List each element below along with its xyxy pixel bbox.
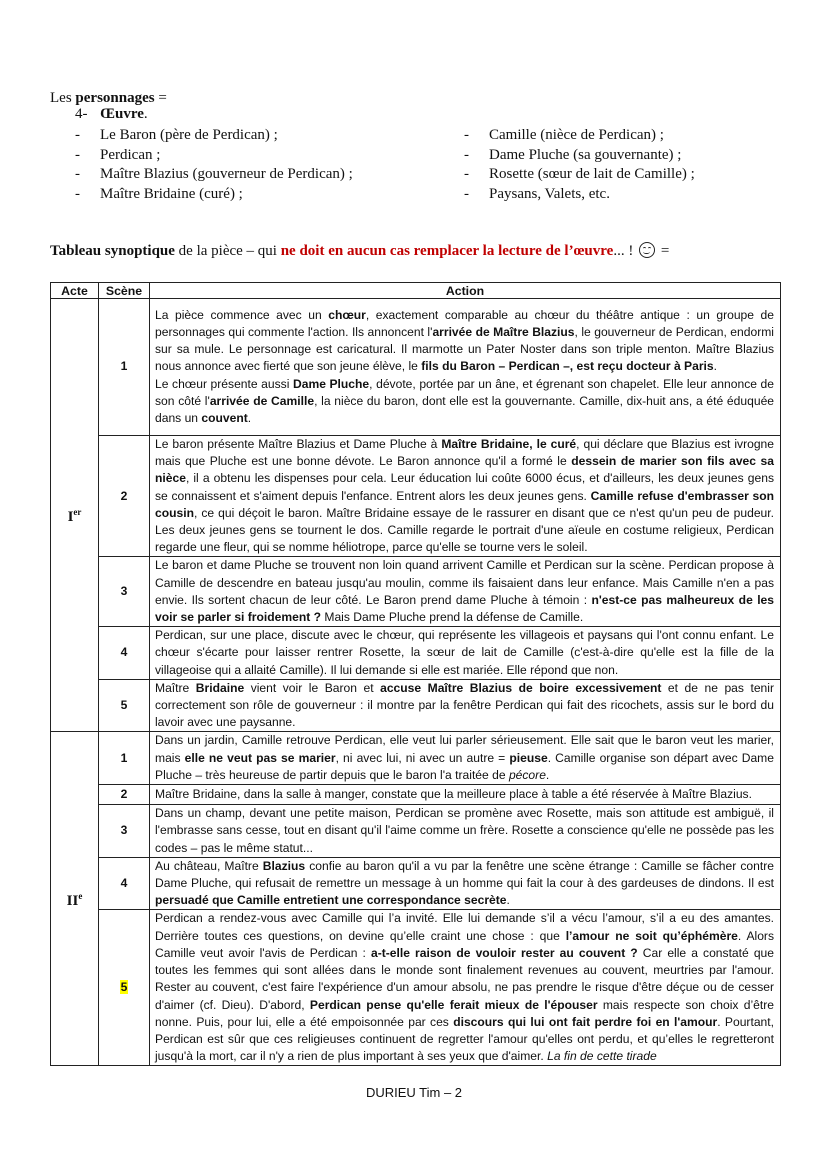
action-text-bold: n'est-ce pas malheureux de les voir se parler si froidement ? <box>155 592 775 625</box>
character-item <box>75 126 353 146</box>
bullet-dash: - <box>464 127 469 143</box>
scene-number: 5 <box>120 980 128 995</box>
table-row <box>51 299 781 436</box>
action-text: confie au baron qu'il a vu par la fenêtre une scène étrange : Camille se fâcher contre Dame Pluche, qui refusait de remettre un message à un homme qui fait la cour à des gardeuses de dindons. Il est <box>155 858 774 891</box>
action-cell <box>150 436 781 557</box>
characters-heading-prefix: Les <box>50 90 76 106</box>
action-text: , qui déclare que Blazius est ivrogne mais que Pluche est une bonne dévote. Le Baron annonce qu'il a formé le <box>155 437 774 469</box>
action-cell <box>150 627 781 680</box>
action-text-bold: discours qui lui ont fait perdre foi en l'amour <box>453 1014 718 1029</box>
table-header-row <box>51 283 781 299</box>
table-row <box>51 436 781 557</box>
characters-heading-suffix: = <box>154 90 167 106</box>
scene-number: 1 <box>120 750 128 765</box>
action-text: et de ne pas tenir correctement son rôle de gouverneur : il montre par la fenêtre Perdican qui fait des ricochets, assis sur le bord du lavoir avec une paysanne. <box>155 680 774 730</box>
action-text-bold: chœur <box>328 307 366 322</box>
section-title-suffix: . <box>143 106 148 122</box>
bullet-dash: - <box>75 166 80 182</box>
character-name: Camille (nièce de Perdican) ; <box>489 127 664 143</box>
action-text-bold: arrivée de Maître Blazius <box>432 324 575 339</box>
scene-cell <box>99 436 150 557</box>
section-title: Œuvre <box>100 106 144 122</box>
act-cell <box>51 299 99 732</box>
scene-cell <box>99 857 150 910</box>
action-text-bold: Blazius <box>262 858 306 873</box>
action-text: , ni avec lui, ni avec un autre = <box>335 750 510 765</box>
character-name: Paysans, Valets, etc. <box>489 185 610 202</box>
action-paragraph <box>155 910 774 1065</box>
action-text: . Alors Camille veut avoir l'avis de Perdican : <box>155 928 775 960</box>
table-row <box>51 679 781 732</box>
smiley-icon <box>639 242 655 258</box>
bullet-dash: - <box>75 185 80 202</box>
character-item <box>75 185 353 205</box>
action-cell <box>150 857 781 910</box>
synopsis-warning: ne doit en aucun cas remplacer la lecture de l’œuvre <box>280 243 614 259</box>
action-text: Au château, Maître <box>155 858 263 873</box>
act-ordinal: e <box>78 890 83 901</box>
action-text: , ce qui déçoit le baron. Maître Bridaine essaye de le rassurer en disant que ce n'est qu'un peu de pudeur. Les deux jeunes gens se tournent le dos. Camille regarde le portrait d'une aïeule en costume religieux, Perdican regarde une fleur, qui se nomme héliotrope, parce qu'elle se tourne vers le soleil. <box>155 505 774 555</box>
scene-cell <box>99 627 150 680</box>
header-scene: Scène <box>99 283 150 299</box>
scene-number: 4 <box>120 876 128 891</box>
act-label: I <box>67 509 74 526</box>
bullet-dash: - <box>464 146 469 163</box>
action-text: . <box>713 359 718 374</box>
action-text: . Pourtant, Perdican est sûr que ces religieuses continuent de regretter l'amour qu'elles ont perdu, et qu’elles le regretteront jusqu'à la mort, car il n'y a rien de plus important à ses yeux que d'aimer. <box>155 1014 774 1064</box>
action-paragraph <box>155 376 774 428</box>
action-text-bold: persuadé que Camille entretient une correspondance secrète <box>155 893 507 908</box>
table-row <box>51 557 781 627</box>
synopsis-intro-end: = <box>657 243 670 259</box>
character-item <box>464 185 695 205</box>
action-cell <box>150 299 781 436</box>
character-name: Perdican ; <box>100 146 161 163</box>
action-cell <box>150 557 781 627</box>
bullet-dash: - <box>75 146 80 163</box>
scene-cell <box>99 679 150 732</box>
scene-cell <box>99 299 150 436</box>
header-action: Action <box>150 283 781 299</box>
action-text: , le gouverneur de Perdican, endormi sur sa mule. Le personnage est caricatural. Il marmotte un Pater Noster dans son triple menton. Maître Blazius nous annonce avec fierté que son jeune élève, le <box>155 324 774 374</box>
action-text-bold: couvent <box>201 411 248 425</box>
action-text: . Camille organise son départ avec Dame Pluche – très heureuse de partir depuis que le baron l'a traitée de <box>155 750 774 782</box>
scene-number: 4 <box>120 645 128 660</box>
action-paragraph <box>155 557 774 626</box>
action-text: Le baron et dame Pluche se trouvent non loin quand arrivent Camille et Perdican sur la scène. Perdican propose à Camille de descendre en bateau jusqu'au moulin, comme ils faisaient dans leur enfance. Mais Camille n'en a pas envie. Ils sortent chacun de leur côté. Le Baron prend dame Pluche à témoin : <box>155 558 774 607</box>
action-text: La pièce commence avec un <box>155 307 329 322</box>
table-row <box>51 732 781 785</box>
synopsis-intro-after: ... ! <box>613 243 638 259</box>
scene-cell <box>99 557 150 627</box>
table-row <box>51 910 781 1066</box>
action-text: , dévote, portée par un âne, et égrenant son chapelet. Elle leur annonce de son côté l' <box>155 376 774 408</box>
action-text-bold: pieuse <box>509 750 548 765</box>
action-paragraph <box>155 436 774 556</box>
characters-list-left <box>75 126 353 204</box>
action-text: , exactement comparable au chœur du théâtre antique : un groupe de personnages qui commente l'action. Ils annoncent l' <box>155 307 775 339</box>
character-item <box>464 165 695 185</box>
table-row <box>51 805 781 858</box>
header-acte: Acte <box>51 283 99 299</box>
table-row <box>51 785 781 805</box>
characters-heading-bold: personnages <box>75 90 155 106</box>
section-number: 4- <box>75 106 88 122</box>
synopsis-intro-bold: Tableau synoptique <box>50 243 175 259</box>
action-text: . <box>545 767 550 782</box>
action-paragraph <box>155 858 774 910</box>
action-text: . <box>247 411 252 425</box>
bullet-dash: - <box>75 127 80 143</box>
action-text-bold: elle ne veut pas se marier <box>184 750 336 765</box>
character-item <box>75 146 353 166</box>
action-cell <box>150 910 781 1066</box>
action-text: Le chœur présente aussi <box>155 376 293 391</box>
scene-number: 3 <box>120 584 128 599</box>
bullet-dash: - <box>464 166 469 182</box>
character-name: Maître Blazius (gouverneur de Perdican) ; <box>100 166 353 182</box>
scene-number: 2 <box>120 787 128 802</box>
characters-heading <box>50 90 167 107</box>
action-text-italic: pécore <box>508 767 546 782</box>
character-item <box>464 126 695 146</box>
scene-number: 3 <box>120 823 128 838</box>
table-row <box>51 857 781 910</box>
action-cell <box>150 805 781 858</box>
page-footer: DURIEU Tim – 2 <box>365 1085 463 1100</box>
act-label: II <box>66 892 79 909</box>
action-text-bold: Bridaine <box>195 680 245 695</box>
scene-number: 5 <box>120 698 128 713</box>
section-heading <box>75 106 148 123</box>
table-body <box>51 299 781 1066</box>
action-text-bold: Maître Bridaine, le curé <box>441 437 577 451</box>
action-paragraph <box>155 805 774 857</box>
action-text: . <box>506 893 510 908</box>
action-text-bold: accuse Maître Blazius de boire excessivement <box>380 680 662 695</box>
action-text-bold: arrivée de Camille <box>209 393 315 408</box>
scene-cell <box>99 785 150 805</box>
character-item <box>75 165 353 185</box>
scene-cell <box>99 805 150 858</box>
scene-cell <box>99 910 150 1066</box>
synopsis-table <box>50 282 781 1066</box>
act-cell <box>51 732 99 1066</box>
action-paragraph <box>155 627 774 679</box>
table-row <box>51 627 781 680</box>
action-text-bold: Dame Pluche <box>292 376 370 391</box>
action-paragraph <box>155 732 774 784</box>
action-text-italic: La fin de cette tirade <box>547 1049 657 1064</box>
scene-cell <box>99 732 150 785</box>
action-text: , la nièce du baron, dont elle est la gouvernante. Camille, dix-huit ans, a été éduquée dans un <box>155 393 775 425</box>
action-text: Perdican, sur une place, discute avec le chœur, qui représente les villageois et paysans qui l'ont connu enfant. Le chœur s'écarte pour laisser rentrer Rosette, la sœur de lait de Camille (c'est-à-dire qu'elle est la fille de la villageoise qui a allaité Camille). Il lui demande si elle est mariée. Elle répond que non. <box>155 628 774 677</box>
action-text: Car elle a constaté que toutes les femmes qui sont allées dans le monde sont finalement revenues au couvent, meurtries par l'amour. Rester au couvent, c'est faire l'expérience d'un amour absolu, ne pas prendre le risque d'être déçue ou de cesser d'aimer (cf. Dieu). D'abord, <box>155 945 774 1012</box>
action-text-bold: Perdican pense qu'elle ferait mieux de l'épouser <box>309 997 598 1012</box>
action-paragraph <box>155 307 774 376</box>
action-text: Perdican a rendez-vous avec Camille qui l’a invité. Elle lui demande s’il a vécu l’amour, s’il a eu des amantes. Derrière toutes ces questions, on devine qu’elle craint une chose : que <box>155 911 774 943</box>
action-text: Dans un champ, devant une petite maison, Perdican se promène avec Rosette, mais son attitude est ambiguë, il l'embrasse sans cesse, tout en disant qu'il l'aime comme un frère. Rosette a conscience qu'elle ne possède pas les codes – pas le même statut... <box>155 806 774 855</box>
character-name: Le Baron (père de Perdican) ; <box>100 127 278 143</box>
action-text-bold: a-t-elle raison de vouloir rester au couvent ? <box>370 945 638 960</box>
character-name: Rosette (sœur de lait de Camille) ; <box>489 166 695 182</box>
act-ordinal: er <box>73 507 82 518</box>
action-cell <box>150 785 781 805</box>
action-text: vient voir le Baron et <box>244 680 381 695</box>
action-text: Le baron présente Maître Blazius et Dame Pluche à <box>155 437 442 451</box>
action-text-bold: fils du Baron – Perdican –, est reçu docteur à Paris <box>421 359 714 374</box>
scene-number: 2 <box>120 488 128 503</box>
action-text-bold: l’amour ne soit qu’éphémère <box>565 928 738 943</box>
action-text: mais respecte son choix d’être nonne. Puis, pour lui, elle a été empoisonnée par ces <box>155 997 774 1029</box>
action-text-bold: dessein de marier son fils avec sa nièce <box>155 454 775 486</box>
character-item <box>464 146 695 166</box>
action-text-bold: Camille refuse d'embrasser son cousin <box>155 488 774 520</box>
action-paragraph <box>155 680 774 732</box>
action-text: Mais Dame Pluche prend la défense de Camille. <box>321 610 584 625</box>
action-cell <box>150 679 781 732</box>
action-text: , il a obtenu les dispenses pour cela. Leur éducation lui coûte 6000 écus, et d'ailleurs, les deux jeunes gens se connaissent et s'aiment depuis l'enfance. Entrent alors les deux jeunes gens. <box>155 471 774 503</box>
synopsis-intro-middle: de la pièce – qui <box>174 243 281 259</box>
synopsis-intro <box>50 242 669 260</box>
character-name: Maître Bridaine (curé) ; <box>100 185 243 202</box>
action-cell <box>150 732 781 785</box>
bullet-dash: - <box>464 185 469 202</box>
scene-number: 1 <box>120 359 128 374</box>
action-paragraph <box>155 786 774 803</box>
action-text: Maître <box>155 680 196 695</box>
action-text: Dans un jardin, Camille retrouve Perdican, elle veut lui parler sérieusement. Elle sait que le baron veut les marier, mais <box>155 733 774 765</box>
character-name: Dame Pluche (sa gouvernante) ; <box>489 146 682 163</box>
action-text: Maître Bridaine, dans la salle à manger, constate que la meilleure place à table a été réservée à Maître Blazius. <box>155 787 752 802</box>
characters-list-right <box>464 126 695 204</box>
